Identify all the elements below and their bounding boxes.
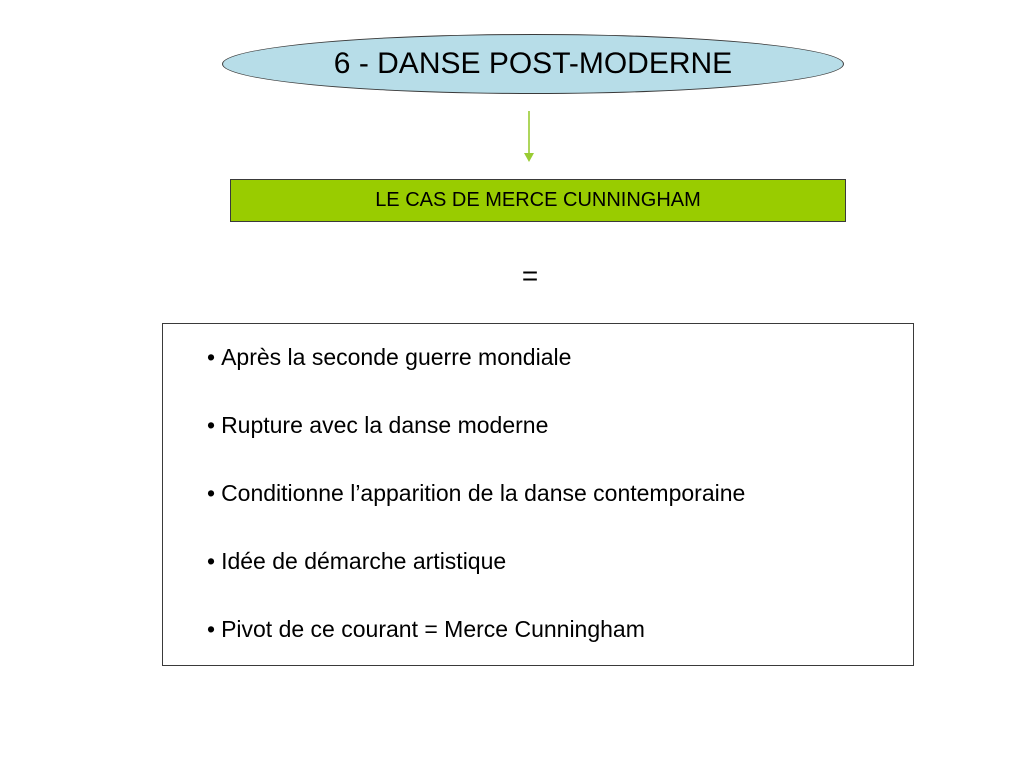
bullet-text: Pivot de ce courant = Merce Cunningham <box>221 616 645 642</box>
slide-title: 6 - DANSE POST-MODERNE <box>333 47 733 80</box>
bullet-dot-icon: • <box>207 616 216 642</box>
equals-sign: = <box>521 260 539 291</box>
bullet-text: Conditionne l’apparition de la danse contemporaine <box>221 480 746 506</box>
bullet-item <box>207 548 745 575</box>
title-ellipse <box>222 34 844 94</box>
bullet-text: Après la seconde guerre mondiale <box>221 344 572 370</box>
bullet-text: Rupture avec la danse moderne <box>221 412 549 438</box>
bullet-dot-icon: • <box>207 480 216 506</box>
bullet-text: Idée de démarche artistique <box>221 548 507 574</box>
subtitle-text: LE CAS DE MERCE CUNNINGHAM <box>375 189 701 211</box>
bullet-dot-icon: • <box>207 412 216 438</box>
bullet-item <box>207 480 745 507</box>
down-arrow-icon <box>520 111 538 163</box>
bullet-item <box>207 412 745 439</box>
bullet-dot-icon: • <box>207 344 216 370</box>
bullet-dot-icon: • <box>207 548 216 574</box>
subtitle-box <box>230 179 846 222</box>
bullet-list <box>207 344 745 643</box>
bullet-item <box>207 616 745 643</box>
bullet-box <box>162 323 914 666</box>
bullet-item <box>207 344 745 371</box>
